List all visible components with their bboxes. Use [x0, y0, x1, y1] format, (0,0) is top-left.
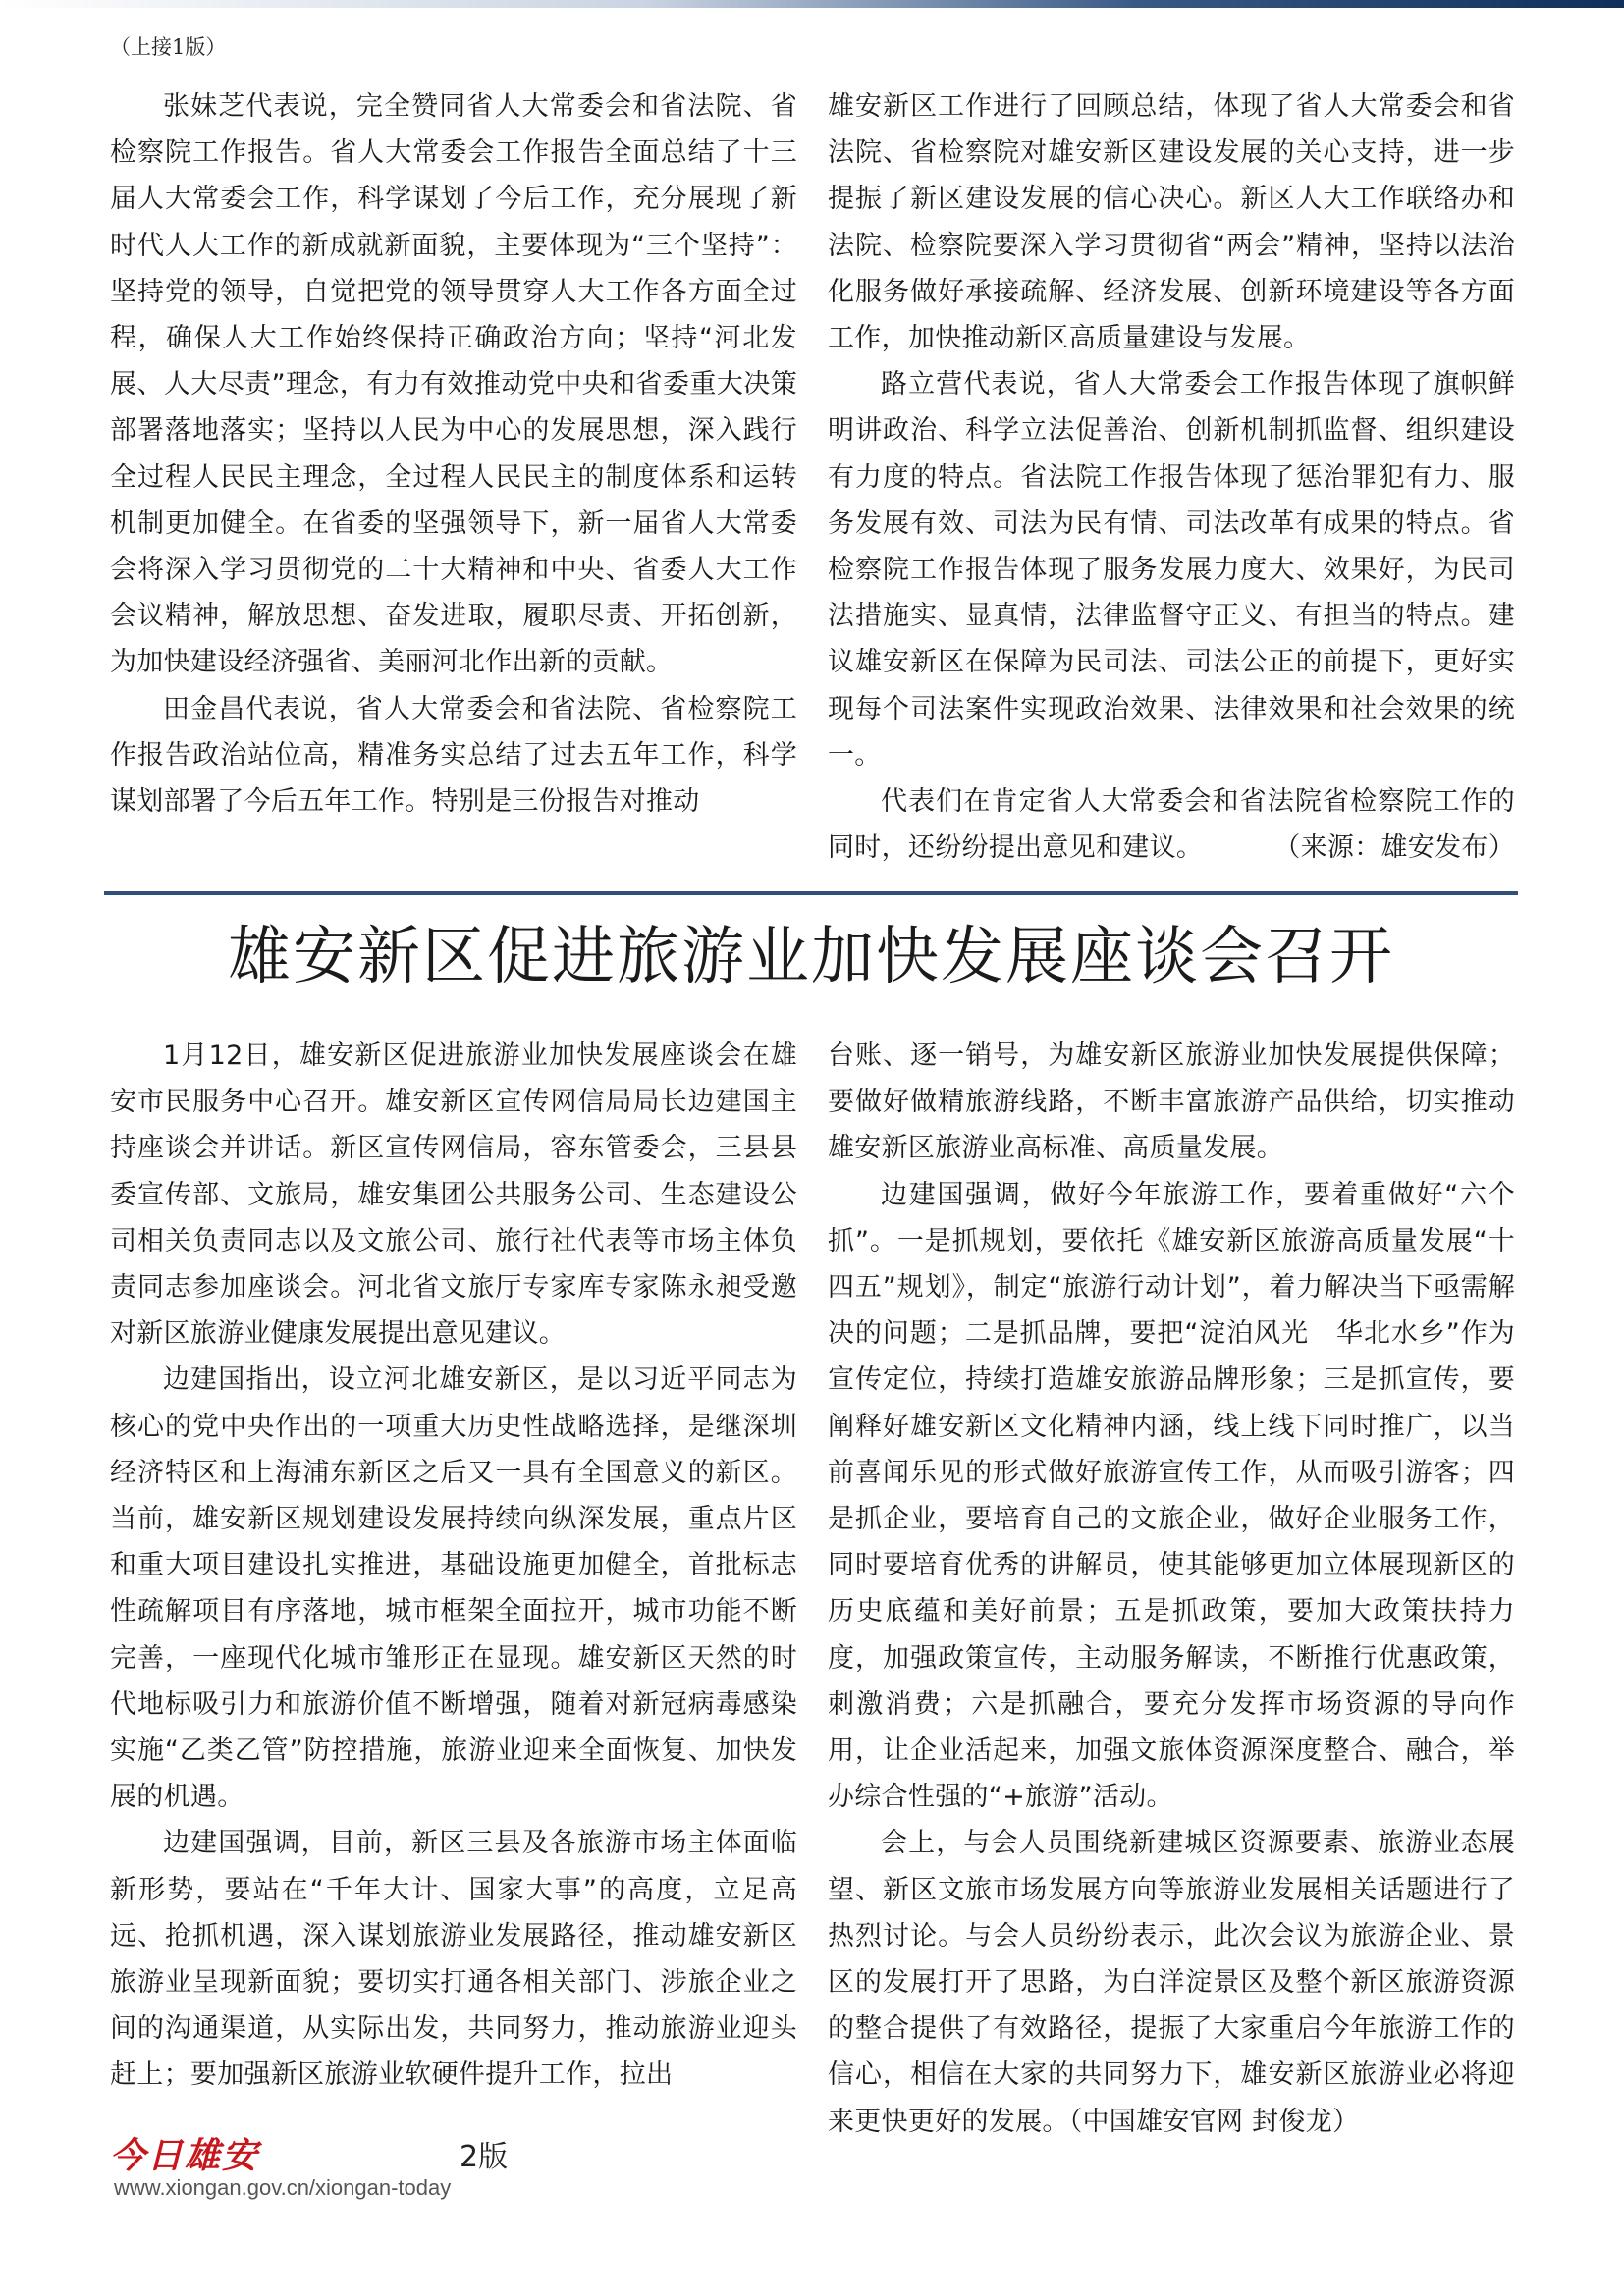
- continued-from-page-note: （上接1版）: [110, 35, 227, 59]
- paragraph: 雄安新区工作进行了回顾总结，体现了省人大常委会和省法院、省检察院对雄安新区建设发展的关心支持，进一步提振了新区建设发展的信心决心。新区人大工作联络办和法院、检察院要深入学习贯彻省“两会”精神，坚持以法治化服务做好承接疏解、经济发展、创新环境建设等各方面工作，加快推动新区高质量建设与发展。: [828, 91, 1515, 354]
- source-credit: （来源：雄安发布）: [1273, 832, 1515, 864]
- article2-right-column: [828, 1033, 1515, 2145]
- paragraph: 边建国强调，做好今年旅游工作，要着重做好“六个抓”。一是抓规划，要依托《雄安新区旅游高质量发展“十四五”规划》，制定“旅游行动计划”，着力解决当下亟需解决的问题；二是抓品牌，要把“淀泊风光 华北水乡”作为宣传定位，持续打造雄安旅游品牌形象；三是抓宣传，要阐释好雄安新区文化精神内涵，线上线下同时推广，以当前喜闻乐见的形式做好旅游宣传工作，从而吸引游客；四是抓企业，要培育自己的文旅企业，做好企业服务工作，同时要培育优秀的讲解员，使其能够更加立体展现新区的历史底蕴和美好前景；五是抓政策，要加大政策扶持力度，加强政策宣传，主动服务解读，不断推行优惠政策，刺激消费；六是抓融合，要充分发挥市场资源的导向作用，让企业活起来，加强文旅体资源深度整合、融合，举办综合性强的“+旅游”活动。: [828, 1179, 1515, 1813]
- page-number: 2版: [460, 2140, 509, 2174]
- article1-right-column: [828, 83, 1515, 871]
- section-divider: [104, 891, 1518, 895]
- website-url: www.xiongan.gov.cn/xiongan-today: [114, 2175, 452, 2200]
- paragraph: 张妹芝代表说，完全赞同省人大常委会和省法院、省检察院工作报告。省人大常委会工作报告全面总结了十三届人大常委会工作，科学谋划了今后工作，充分展现了新时代人大工作的新成就新面貌，主要体现为“三个坚持”：坚持党的领导，自觉把党的领导贯穿人大工作各方面全过程，确保人大工作始终保持正确政治方向；坚持“河北发展、人大尽责”理念，有力有效推动党中央和省委重大决策部署落地落实；坚持以人民为中心的发展思想，深入践行全过程人民民主理念，全过程人民民主的制度体系和运转机制更加健全。在省委的坚强领导下，新一届省人大常委会将深入学习贯彻党的二十大精神和中央、省委人大工作会议精神，解放思想、奋发进取，履职尽责、开拓创新，为加快建设经济强省、美丽河北作出新的贡献。: [110, 91, 797, 678]
- paragraph: 边建国强调，目前，新区三县及各旅游市场主体面临新形势，要站在“千年大计、国家大事”的高度，立足高远、抢抓机遇，深入谋划旅游业发展路径，推动雄安新区旅游业呈现新面貌；要切实打通各相关部门、涉旅企业之间的沟通渠道，从实际出发，共同努力，推动旅游业迎头赶上；要加强新区旅游业软硬件提升工作，拉出: [110, 1828, 797, 2091]
- article2-left-column: [110, 1033, 797, 2099]
- paragraph: [828, 778, 1515, 871]
- paragraph: 台账、逐一销号，为雄安新区旅游业加快发展提供保障；要做好做精旅游线路，不断丰富旅游产品供给，切实推动雄安新区旅游业高标准、高质量发展。: [828, 1041, 1515, 1164]
- paragraph: [828, 1820, 1515, 2144]
- newspaper-masthead-logo: 今日雄安: [110, 2135, 260, 2176]
- article1-left-column: [110, 83, 797, 825]
- paragraph-text: 会上，与会人员围绕新建城区资源要素、旅游业态展望、新区文旅市场发展方向等旅游业发展相关话题进行了热烈讨论。与会人员纷纷表示，此次会议为旅游企业、景区的发展打开了思路，为白洋淀景区及整个新区旅游资源的整合提供了有效路径，提振了大家重启今年旅游工作的信心，相信在大家的共同努力下，雄安新区旅游业必将迎来更快更好的发展。: [828, 1828, 1515, 2137]
- source-credit: （中国雄安官网 封俊龙）: [1068, 2106, 1360, 2137]
- paragraph: 边建国指出，设立河北雄安新区，是以习近平同志为核心的党中央作出的一项重大历史性战略选择，是继深圳经济特区和上海浦东新区之后又一具有全国意义的新区。当前，雄安新区规划建设发展持续向纵深发展，重点片区和重大项目建设扎实推进，基础设施更加健全，首批标志性疏解项目有序落地，城市框架全面拉开，城市功能不断完善，一座现代化城市雏形正在显现。雄安新区天然的时代地标吸引力和旅游价值不断增强，随着对新冠病毒感染实施“乙类乙管”防控措施，旅游业迎来全面恢复、加快发展的机遇。: [110, 1364, 797, 1813]
- paragraph: 路立营代表说，省人大常委会工作报告体现了旗帜鲜明讲政治、科学立法促善治、创新机制抓监督、组织建设有力度的特点。省法院工作报告体现了惩治罪犯有力、服务发展有效、司法为民有情、司法改革有成果的特点。省检察院工作报告体现了服务发展力度大、效果好，为民司法措施实、显真情，法律监督守正义、有担当的特点。建议雄安新区在保障为民司法、司法公正的前提下，更好实现每个司法案件实现政治效果、法律效果和社会效果的统一。: [828, 369, 1515, 771]
- paragraph-text: 代表们在肯定省人大常委会和省法院省检察院工作的同时，还纷纷提出意见和建议。: [828, 786, 1515, 864]
- paragraph: 田金昌代表说，省人大常委会和省法院、省检察院工作报告政治站位高，精准务实总结了过去五年工作，科学谋划部署了今后五年工作。特别是三份报告对推动: [110, 693, 797, 818]
- article2-headline: 雄安新区促进旅游业加快发展座谈会召开: [228, 921, 1394, 993]
- paragraph: 1月12日，雄安新区促进旅游业加快发展座谈会在雄安市民服务中心召开。雄安新区宣传网信局局长边建国主持座谈会并讲话。新区宣传网信局，容东管委会，三县县委宣传部、文旅局，雄安集团公共服务公司、生态建设公司相关负责同志以及文旅公司、旅行社代表等市场主体负责同志参加座谈会。河北省文旅厅专家库专家陈永昶受邀对新区旅游业健康发展提出意见建议。: [110, 1041, 797, 1350]
- top-gradient-bar: [0, 0, 1624, 8]
